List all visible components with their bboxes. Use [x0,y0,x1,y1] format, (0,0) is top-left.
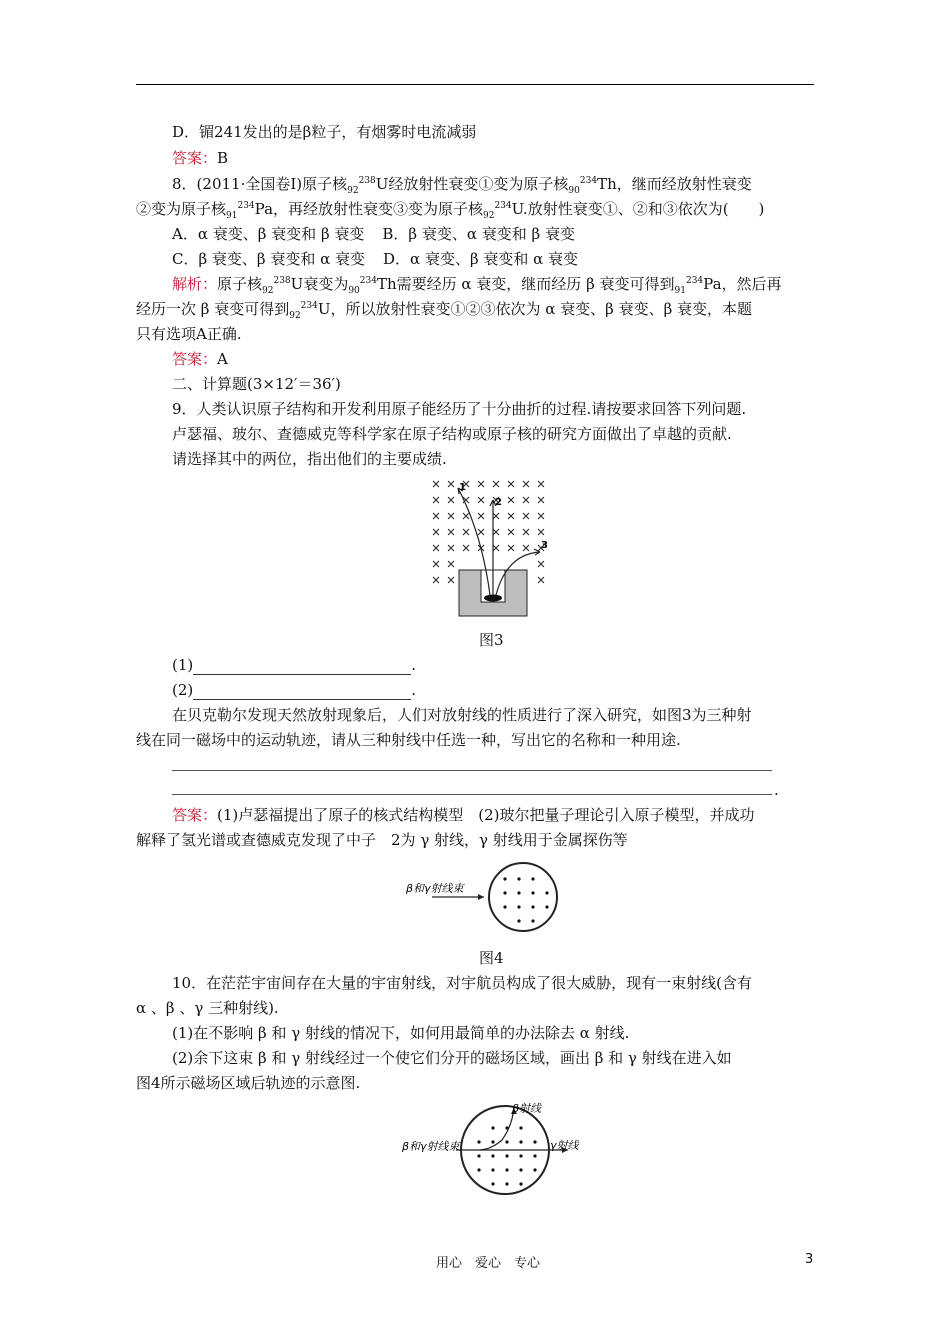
field-dot-icon [505,1182,508,1185]
field-dot-icon [533,1140,536,1143]
field-cross-icon [448,545,454,551]
field-cross-icon [478,529,484,535]
field-dot-icon [545,891,548,894]
answer-label: 答案： [172,149,218,167]
q10-stem-line2: α 、β 、γ 三种射线). [136,999,279,1017]
field-cross-icon [538,577,544,583]
field-cross-icon [448,529,454,535]
field-cross-icon [523,529,529,535]
header-rule [136,84,814,85]
q9-blank-1: (1) . [172,656,417,674]
field-cross-icon [463,545,469,551]
answer-value: A [217,350,228,368]
field-dot-icon [531,919,534,922]
field-dot-icon [545,905,548,908]
q9-stem-line2: 卢瑟福、玻尔、查德威克等科学家在原子结构或原子核的研究方面做出了卓越的贡献. [172,425,732,443]
analysis-label: 解析： [172,275,218,293]
field-dot-icon [505,1154,508,1157]
q8-analysis-line3: 只有选项A正确. [136,325,242,343]
figure-3-diagram [422,474,562,624]
field-cross-icon [538,481,544,487]
field-dot-icon [505,1168,508,1171]
q9-paragraph-line2: 线在同一磁场中的运动轨迹，请从三种射线中任选一种，写出它的名称和一种用途. [136,731,681,749]
field-dot-icon [519,1126,522,1129]
q10-sub-1: (1)在不影响 β 和 γ 射线的情况下，如何用最简单的办法除去 α 射线. [172,1024,630,1042]
q8-analysis-line2: 经历一次 β 衰变可得到$_{92}^{234}$U，所以放射性衰变①②③依次为 α 衰变、β 衰变、β 衰变，本题 [136,300,753,321]
field-cross-icon [448,497,454,503]
field-cross-icon [523,497,529,503]
figure-5-diagram [400,1100,590,1200]
field-cross-icon [493,481,499,487]
q9-answer-line1: 答案：(1)卢瑟福提出了原子的核式结构模型 (2)玻尔把量子理论引入原子模型，并成功 [172,806,755,824]
field-dot-icon [491,1140,494,1143]
field-cross-icon [448,561,454,567]
q8-analysis-line1: 解析：原子核$_{92}^{238}$U衰变为$_{90}^{234}$Th需要经历 α 衰变，继而经历 β 衰变可得到$_{91}^{234}$Pa，然后再 [172,275,782,296]
field-cross-icon [433,561,439,567]
field-cross-icon [448,577,454,583]
figure-5-beam-label: β和γ射线束 [402,1140,460,1153]
answer-line-1 [172,770,772,771]
field-dot-icon [517,877,520,880]
q9-stem-line1: 9．人类认识原子结构和开发利用原子能经历了十分曲折的过程.请按要求回答下列问题. [172,400,747,418]
figure-4-beam-label: β和γ射线束 [406,882,464,895]
field-dot-icon [503,877,506,880]
q8-answer [172,349,228,369]
field-cross-icon [448,481,454,487]
field-cross-icon [523,513,529,519]
field-dot-icon [531,877,534,880]
q10-sub-2-line2: 图4所示磁场区域后轨迹的示意图. [136,1074,361,1092]
field-cross-icon [478,481,484,487]
q8-option-d: D．α 衰变、β 衰变和 α 衰变 [383,250,579,268]
q10-sub-2-line1: (2)余下这束 β 和 γ 射线经过一个使它们分开的磁场区域，画出 β 和 γ 射线在进入如 [172,1049,732,1067]
field-dot-icon [491,1154,494,1157]
field-cross-icon [433,529,439,535]
field-cross-icon [433,577,439,583]
field-cross-icon [523,481,529,487]
field-cross-icon [463,513,469,519]
field-cross-icon [433,481,439,487]
field-cross-icon [538,513,544,519]
q8-option-a: A．α 衰变、β 衰变和 β 衰变 [172,225,365,243]
q9-paragraph-line1: 在贝克勒尔发现天然放射现象后，人们对放射线的性质进行了深入研究，如图3为三种射 [172,706,752,724]
field-dot-icon [519,1168,522,1171]
field-cross-icon [433,513,439,519]
field-cross-icon [508,497,514,503]
field-cross-icon [433,497,439,503]
field-dot-icon [531,891,534,894]
track-label-2: 2 [495,497,502,508]
field-cross-icon [538,561,544,567]
field-cross-icon [448,513,454,519]
field-dot-icon [505,1140,508,1143]
figure-4-caption: 图4 [479,949,504,967]
track-label-1: 1 [459,482,466,493]
field-cross-icon [523,545,529,551]
field-dot-icon [519,1154,522,1157]
field-dot-icon [533,1154,536,1157]
q8-options-cd [172,249,578,269]
figure-4-diagram [404,855,579,940]
field-cross-icon [508,481,514,487]
field-cross-icon [493,529,499,535]
field-cross-icon [493,545,499,551]
field-dot-icon [477,1168,480,1171]
field-cross-icon [493,513,499,519]
figure-5-gamma-label: γ射线 [550,1139,579,1152]
figure-3-caption: 图3 [479,631,504,649]
q8-stem-line2: ②变为原子核$_{91}^{234}$Pa，再经放射性衰变③变为原子核$_{92}^{234}$U.放射性衰变①、②和③依次为( ) [136,200,765,221]
field-cross-icon [463,529,469,535]
field-dot-icon [491,1126,494,1129]
answer-line-end: . [774,781,779,799]
q8-option-b: B．β 衰变、α 衰变和 β 衰变 [382,225,575,243]
field-dot-icon [533,1168,536,1171]
field-cross-icon [508,545,514,551]
field-cross-icon [538,529,544,535]
field-dot-icon [519,1140,522,1143]
q9-stem-line3: 请选择其中的两位，指出他们的主要成绩. [172,450,447,468]
field-dot-icon [503,905,506,908]
field-cross-icon [508,513,514,519]
field-dot-icon [477,1154,480,1157]
field-dot-icon [491,1182,494,1185]
field-cross-icon [538,497,544,503]
q10-stem-line1: 10．在茫茫宇宙间存在大量的宇宙射线，对宇航员构成了很大威胁，现有一束射线(含有 [172,974,752,992]
page-number: 3 [805,1252,814,1267]
footer-slogan: 用心 爱心 专心 [436,1256,541,1271]
q8-stem-line1: 8．(2011·全国卷Ⅰ)原子核$_{92}^{238}$U经放射性衰变①变为原子核$_{90}^{234}$Th，继而经放射性衰变 [172,175,752,196]
q7-option-d: D．镅241发出的是β粒子，有烟雾时电流减弱 [172,123,477,141]
field-dot-icon [517,891,520,894]
q9-answer-line2: 解释了氢光谱或查德威克发现了中子 2为 γ 射线，γ 射线用于金属探伤等 [136,831,628,849]
field-cross-icon [478,513,484,519]
field-dot-icon [503,891,506,894]
field-dot-icon [519,1182,522,1185]
answer-label: 答案： [172,350,218,368]
q7-answer [172,148,228,168]
track-label-3: 3 [541,540,548,551]
section-heading: 二、计算题(3×12′＝36′) [172,375,341,393]
field-dot-icon [517,905,520,908]
field-dot-icon [477,1140,480,1143]
q8-option-c: C．β 衰变、β 衰变和 α 衰变 [172,250,366,268]
field-cross-icon [433,545,439,551]
field-cross-icon [508,529,514,535]
answer-label: 答案： [172,806,218,824]
field-dot-icon [517,919,520,922]
field-cross-icon [478,497,484,503]
answer-value: B [217,149,229,167]
answer-line-2 [172,794,772,795]
field-dot-icon [491,1168,494,1171]
q8-options-ab [172,224,575,244]
field-dot-icon [531,905,534,908]
q9-blank-2: (2) . [172,681,417,699]
figure-5-beta-label: β射线 [512,1102,542,1115]
